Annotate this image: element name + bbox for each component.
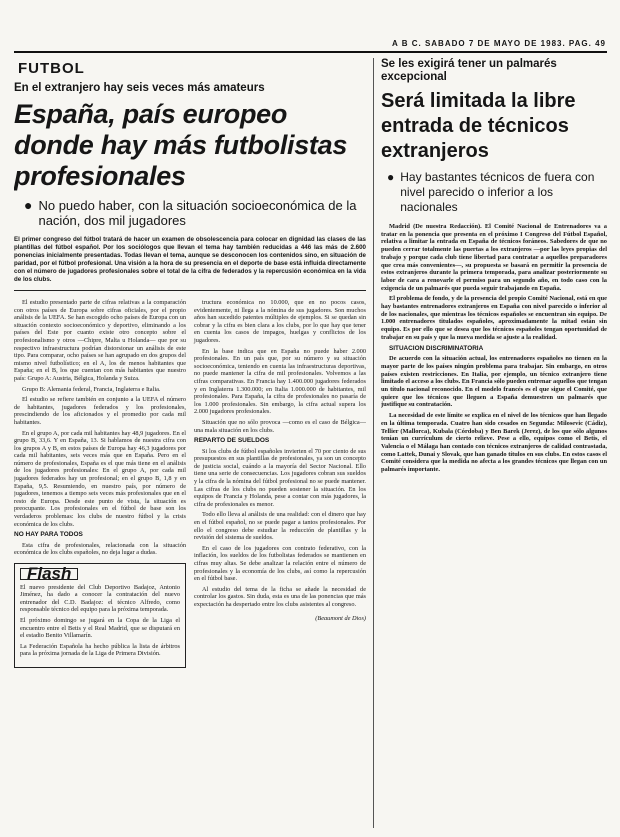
paragraph: El problema de fondo, y de la presencia del propio Comité Nacional, está en que hay bastantes entrenadores extranjeros en España con nivel parecido o inferior al de los nacionales, que mientras los técnicos españoles se encuentran sin equipo. De 1.000 entrenadores titulados españoles, aproximadamente la mitad están sin equipo. Es por ello que se desea que los técnicos españoles tengan oportunidad de trabajar en su país y que la nueva medida se ajuste a la realidad. <box>381 295 607 341</box>
paragraph: Madrid (De nuestra Redacción). El Comité Nacional de Entrenadores va a tratar en la ponencia que presenta en el próximo I Congreso del Fútbol Español, relativa a limitar la entrada en España de técnicos foráneos. Sabedores de que no pueden cerrar totalmente las puertas a los extranjeros —por las leyes propias del trabajo y porque cada club tiene libertad para contratar a aquellos preparadores que crea más convenientes—, su propuesta se basará en permitir la presencia de estos extranjeros durante la primera temporada, para analizar posteriormente su labor de cara a renovarle el permiso para un segundo año, en todo caso con la exigencia de un palmarés que pueda seguir trabajando en España. <box>381 223 607 292</box>
flash-item: El nuevo presidente del Club Deportivo Badajoz, Antonio Jiménez, ha dado a conocer la contratación del nuevo entrenador del C.D. Badajoz: el técnico Alfredo, como responsable técnico del equipo para la próxima temporada. <box>20 583 180 614</box>
left-kicker: En el extranjero hay seis veces más amateurs <box>14 82 265 94</box>
subheading: REPARTO DE SUELDOS <box>194 437 270 445</box>
paragraph: El estudio se refiere también en conjunto a la UEFA el número de habitantes, jugadores federados y los profesionales, prescindiendo de los aficionados y el promedio por cada mil habitantes. <box>14 396 186 426</box>
left-column-1 <box>14 299 186 668</box>
flash-title: Flash <box>20 568 78 580</box>
flash-box <box>14 563 186 668</box>
paragraph: Situación que no sólo provoca —como es el caso de Bélgica— una mala situación en los clubs. <box>194 418 366 434</box>
right-bullet-text: Hay bastantes técnicos de fuera con nivel parecido o inferior a los nacionales <box>400 170 595 214</box>
paragraph: Si los clubs de fútbol españoles invierten el 70 por ciento de sus presupuestos en sus plantillas de profesionales, ya son un concepto de justicia social, cuándo a la mayoría del Sector Nacional. Ello tiene una serie de consecuencias. Los jugadores cobran sus sueldos y la cifra de la nómina del fútbol profesional no se puede mantener. Las cifras de los clubs no pueden sostener la situación. En los equipos de Francia y Holanda, pese a contar con más jugadores, la cifra de profesionales es menor. <box>194 447 366 508</box>
right-headline: Será limitada la libre entrada de técnicos extranjeros <box>381 90 576 162</box>
paragraph: Esta cifra de profesionales, relacionada con la situación económica de los clubs españoles, no deja lugar a dudas. <box>14 541 186 557</box>
paragraph: De acuerdo con la situación actual, los entrenadores españoles no tienen en la mayor parte de los países ningún problema para trabajar. Sin embargo, en otros países existen restricciones. En Italia, por ejemplo, un técnico extranjero tiene limitado el acceso a los clubs. En Francia sólo pueden entrenar aquellos que tengan un título nacional reconocido. En el modelo francés es el que sigue el Comité, que quiere que los técnicos que lleguen a España demuestren un palmarés que justifique su contratación. <box>381 355 607 409</box>
paragraph: Todo ello lleva al análisis de una realidad: con el dinero que hay en el fútbol español, no se puede pagar a tantos profesionales. Por ello el congreso debe estudiar la reducción de plantillas y la revisión del sistema de sueldos. <box>194 511 366 542</box>
right-bullet <box>387 170 607 215</box>
paragraph: En el caso de los jugadores con contrato federativo, con la inflación, los sueldos de los futbolistas federados se mantienen en cifras muy altas. Se debe analizar la relación entre el número de profesionales y la economía de los clubs, así como la repercusión en el fútbol base. <box>194 544 366 583</box>
paragraph: En el grupo A, por cada mil habitantes hay 48,9 jugadores. En el grupo B, 33,6. Y en España, 13. Si hablamos de nuestra cifra con los grupos A y B, en estos países de Europa hay 46,3 jugadores por cada mil habitantes, seis veces más que en España. Pero en el número de profesionales, España es el que más tiene en el análisis de los jugadores profesionales: En el grupo A, por cada mil jugadores federados hay un profesional; en el grupo B, 1,8 y en España, 9,5. Resumiendo, en nuestro país, por número de jugadores, tenemos a tiempo seis veces más profesionales que en el resto de Europa. Desde este punto de vista, la situación es preocupante. Los profesionales en el fútbol de base son los verdaderos problemas: los clubs de nuestro fútbol y la crisis económica de los clubs. <box>14 429 186 528</box>
signature: (Beaumont de Dios) <box>315 614 366 622</box>
left-columns <box>14 299 366 668</box>
flash-item: El próximo domingo se jugará en la Copa de la Liga el encuentro entre el Betis y el Real Madrid, que se disputará en el estadio Benito Villamarín. <box>20 616 180 640</box>
left-lede: El primer congreso del fútbol tratará de hacer un examen de obsolescencia para colocar en dignidad las clases de las plantillas del fútbol español. Por los sociólogos que llevan el tema hay también reducidas a 446 las más de 2.600 ponencias inicialmente presentadas. Todas llevan el tema, aunque se desconocen los contenidos sino, en situación de paridad, por el fútbol profesional. Una visión a la hora de su presencia en el deporte de base está influida directamente con el número de jugadores profesionales sobre el total de la cifra de federados y la repercusión económica en la vida de los clubs. <box>14 236 366 291</box>
left-column-2 <box>194 299 366 668</box>
paragraph: El estudio presentado parte de cifras relativas a la comparación con otros países de Europa sobre cifras oficiales, por el propio análisis de la UEFA. Se han escogido ocho países de Europa con un situación contexto socioeconómico y deportivo, eliminando a los países del Este por cuanto existe otro concepto sobre el profesionalismo y otros —Chipre, Malta u Holanda— que por su respectivo infraestructura podrían distorsionar un análisis de este tipo. Para comparar, ocho países se han agrupado en dos grupos del mismo nivel futbolístico; en el A, los de menos habitantes que España; en el B, los que cuentan con más habitantes que nuestro país: Grupo A: Austria, Bélgica, Holanda y Suiza. <box>14 299 186 382</box>
flash-item: La Federación Española ha hecho pública la lista de árbitros para la próxima jornada de la Liga de Primera División. <box>20 642 180 658</box>
section-label: FUTBOL <box>18 60 85 77</box>
paragraph: En la base indica que en España no puede haber 2.000 profesionales. En un país que, por su número y su situación socioeconómica, teniendo en cuenta las infraestructuras deportivas, no puede mantener la cifra de mil profesionales. Volvemos a las cifras comparativas. En Francia hay 1.400.000 jugadores federados y en Inglaterra 1.300.000; en Italia 1.000.000 de habitantes, mil profesionales. Para España, la cifra de profesionales no pasaría de los 1.000 profesionales. Sin embargo, la cifra actual supera los 2.000 jugadores profesionales. <box>194 347 366 416</box>
right-body <box>381 223 607 474</box>
left-bullet <box>24 198 366 228</box>
paragraph: tructura económica no 10.000, que en no pocos casos, evidentemente, ni llega a la nómina de sus jugadores. Son muchos años han sucedido patentes múltiples de ejemplos. Si se quedan sin cobrar y la cifra es bien clara a los clubs, por lo que hay que tener en cuenta los casos de impagos, huelgas y conflictos de los jugadores. <box>194 299 366 344</box>
right-kicker: Se les exigirá tener un palmarés excepcional <box>381 58 557 83</box>
column-divider <box>373 58 374 828</box>
subheading: SITUACION DISCRIMINATORIA <box>389 344 484 352</box>
bullet-icon: ● <box>387 170 395 184</box>
left-bullet-text: No puedo haber, con la situación socioeconómica de la nación, dos mil jugadores <box>38 198 357 228</box>
right-article <box>381 58 607 828</box>
bullet-icon: ● <box>24 197 33 213</box>
page-header: A B C. SABADO 7 DE MAYO DE 1983. PAG. 49 <box>392 39 606 48</box>
paragraph: La necesidad de este límite se explica en el nivel de los técnicos que han llegado en la última temporada. Cuatro han sido cesados en Segunda: Milosevic (Cádiz), Tellier (Mallorca), Kubala (Córdoba) y Ben Barek (Jerez), de los que sólo algunos tenían un currículum de cierto relieve. Pese a ello, equipos como el Betis, el Valencia o el Málaga han contado con técnicos extranjeros de calidad contrastada, como Lattek, Dunai y Slovak, que han ganado títulos en sus clubs. En estos casos el Comité considera que la medida no afecta a los grandes técnicos que llegan con un palmarés importante. <box>381 412 607 474</box>
left-article <box>14 58 366 828</box>
paragraph: Al estudio del tema de la ficha se añade la necesidad de controlar los gastos. Sin duda, esta es una de las ponencias que más expectación ha despertado entre los clubs asistentes al congreso. <box>194 585 366 608</box>
subheading: NO HAY PARA TODOS <box>14 531 83 539</box>
left-headline: España, país europeo donde hay más futbolistas profesionales <box>14 99 348 191</box>
header-rule <box>14 51 607 53</box>
paragraph: Grupo B: Alemania federal, Francia, Inglaterra e Italia. <box>22 385 161 393</box>
